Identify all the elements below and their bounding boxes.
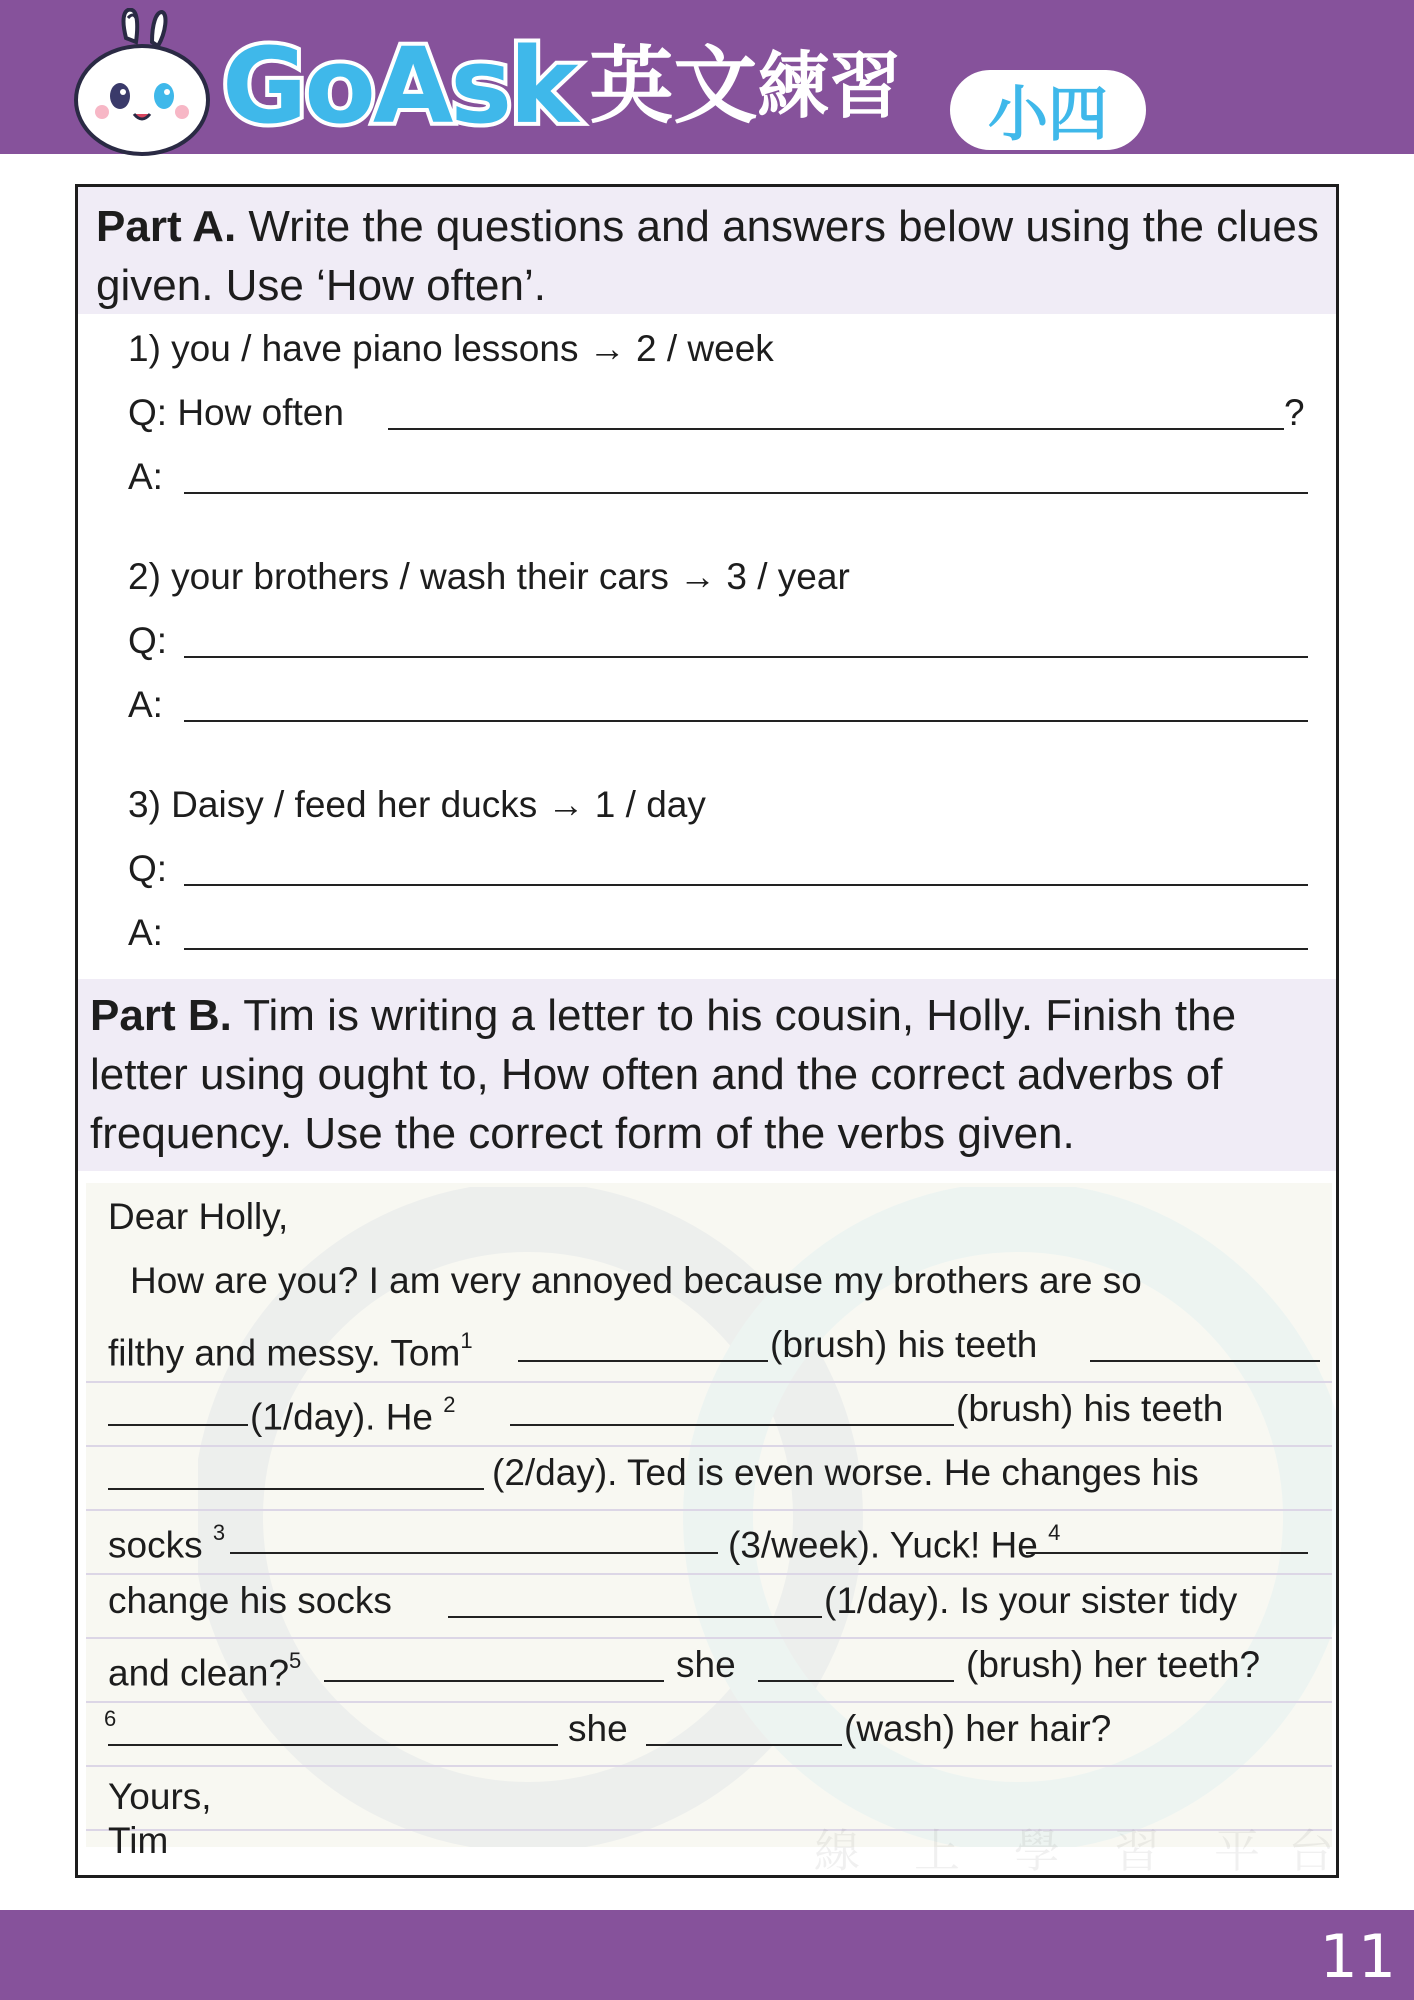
letter-line-6a: change his socks [108, 1580, 392, 1621]
blank-number-3: 3 [212, 1520, 226, 1545]
ruled-line [86, 1509, 1332, 1511]
watermark-char: 台 [1288, 1824, 1334, 1878]
blank-1c[interactable] [108, 1424, 248, 1426]
blank-number-4: 4 [1048, 1520, 1061, 1545]
letter-line-7b: she [676, 1644, 736, 1685]
title-practice: 練習 [757, 44, 902, 128]
letter-line-2b: (brush) his teeth [770, 1324, 1038, 1365]
letter-line-5b [728, 1514, 1060, 1568]
letter-line-8c: (wash) her hair? [844, 1708, 1112, 1749]
q-suffix-1: ? [1284, 392, 1305, 433]
letter-line-7c: (brush) her teeth? [966, 1644, 1261, 1685]
blank-5a[interactable] [324, 1680, 664, 1682]
blank-number-6: 6 [104, 1706, 117, 1731]
answer-line-a2[interactable] [184, 720, 1308, 722]
part-b-label: Part B. [90, 991, 232, 1040]
answer-line-q1[interactable] [388, 428, 1284, 430]
page-number: 11 [1319, 1922, 1396, 1992]
blank-number-2: 2 [443, 1392, 456, 1417]
ruled-line [86, 1381, 1332, 1383]
part-b-text: Tim is writing a letter to his cousin, Holly. Finish the letter using ought to, How often and the correct adverbs of frequency. Use the correct form of the verbs given. [90, 991, 1237, 1158]
part-a-text: Write the questions and answers below using the clues given. Use ‘How often’. [96, 202, 1319, 310]
ruled-line [86, 1445, 1332, 1447]
ruled-line [86, 1765, 1332, 1767]
clue-3: 3) Daisy / feed her ducks → 1 / day [128, 784, 706, 825]
worksheet-card [75, 184, 1339, 1878]
letter-greeting: Dear Holly, [108, 1196, 289, 1237]
part-b-instructions [90, 986, 1330, 1163]
a-prefix-2: A: [128, 684, 163, 725]
page-header [0, 0, 1414, 154]
q-prefix-2: Q: [128, 620, 168, 661]
blank-3[interactable] [230, 1552, 718, 1554]
letter-signature: Tim [108, 1820, 169, 1861]
blank-1b[interactable] [1090, 1360, 1320, 1362]
page-footer [0, 1910, 1414, 2000]
ruled-line [86, 1637, 1332, 1639]
letter-closing: Yours, [108, 1776, 212, 1817]
blank-1a[interactable] [518, 1360, 768, 1362]
letter-line-4: (2/day). Ted is even worse. He changes his [492, 1452, 1199, 1493]
blank-2b[interactable] [108, 1488, 484, 1490]
letter-text: (3/week). Yuck! He [728, 1524, 1038, 1566]
grade-badge [950, 70, 1146, 150]
blank-2a[interactable] [510, 1424, 954, 1426]
blank-4a[interactable] [1026, 1552, 1308, 1554]
part-a-label: Part A. [96, 202, 237, 251]
watermark-char: 學 [1014, 1824, 1060, 1878]
brand-title [222, 20, 901, 152]
answer-line-q2[interactable] [184, 656, 1308, 658]
watermark-char: 習 [1114, 1824, 1160, 1878]
blank-6b[interactable] [646, 1744, 842, 1746]
grade-label: 小四 [988, 80, 1108, 150]
q-prefix-1: Q: How often [128, 392, 344, 433]
blank-5b[interactable] [758, 1680, 954, 1682]
answer-line-a3[interactable] [184, 948, 1308, 950]
letter-text: socks [108, 1524, 203, 1566]
clue-2: 2) your brothers / wash their cars → 3 / year [128, 556, 850, 597]
part-a-instructions [96, 197, 1326, 315]
letter-line-7a [108, 1642, 301, 1696]
letter-line-6b: (1/day). Is your sister tidy [824, 1580, 1238, 1621]
letter-line-8b: she [568, 1708, 628, 1749]
letter-line-2a [108, 1322, 473, 1376]
ruled-line [86, 1701, 1332, 1703]
watermark-char: 平 [1214, 1824, 1260, 1878]
letter-line-8-number [104, 1700, 116, 1754]
letter-line-3a [250, 1386, 456, 1440]
a-prefix-1: A: [128, 456, 163, 497]
watermark-char: 線 [814, 1824, 860, 1878]
blank-4b[interactable] [448, 1616, 822, 1618]
watermark-char: 上 [914, 1824, 960, 1878]
clue-1: 1) you / have piano lessons → 2 / week [128, 328, 774, 369]
letter-line-3b: (brush) his teeth [956, 1388, 1224, 1429]
blank-6a[interactable] [108, 1744, 558, 1746]
letter-line-5a [108, 1514, 225, 1568]
letter-text: filthy and messy. Tom [108, 1332, 461, 1374]
title-english: 英文 [589, 37, 758, 135]
letter-text: (1/day). He [250, 1396, 434, 1438]
brand-logo-text: GoAsk [222, 25, 576, 147]
blank-number-5: 5 [289, 1648, 302, 1673]
q-prefix-3: Q: [128, 848, 168, 889]
letter-text: and clean? [108, 1652, 290, 1694]
ruled-line [86, 1573, 1332, 1575]
a-prefix-3: A: [128, 912, 163, 953]
answer-line-q3[interactable] [184, 884, 1308, 886]
answer-line-a1[interactable] [184, 492, 1308, 494]
blank-number-1: 1 [460, 1328, 473, 1353]
letter-line-1: How are you? I am very annoyed because my brothers are so [130, 1260, 1142, 1301]
rabbit-mascot-icon [68, 8, 216, 156]
